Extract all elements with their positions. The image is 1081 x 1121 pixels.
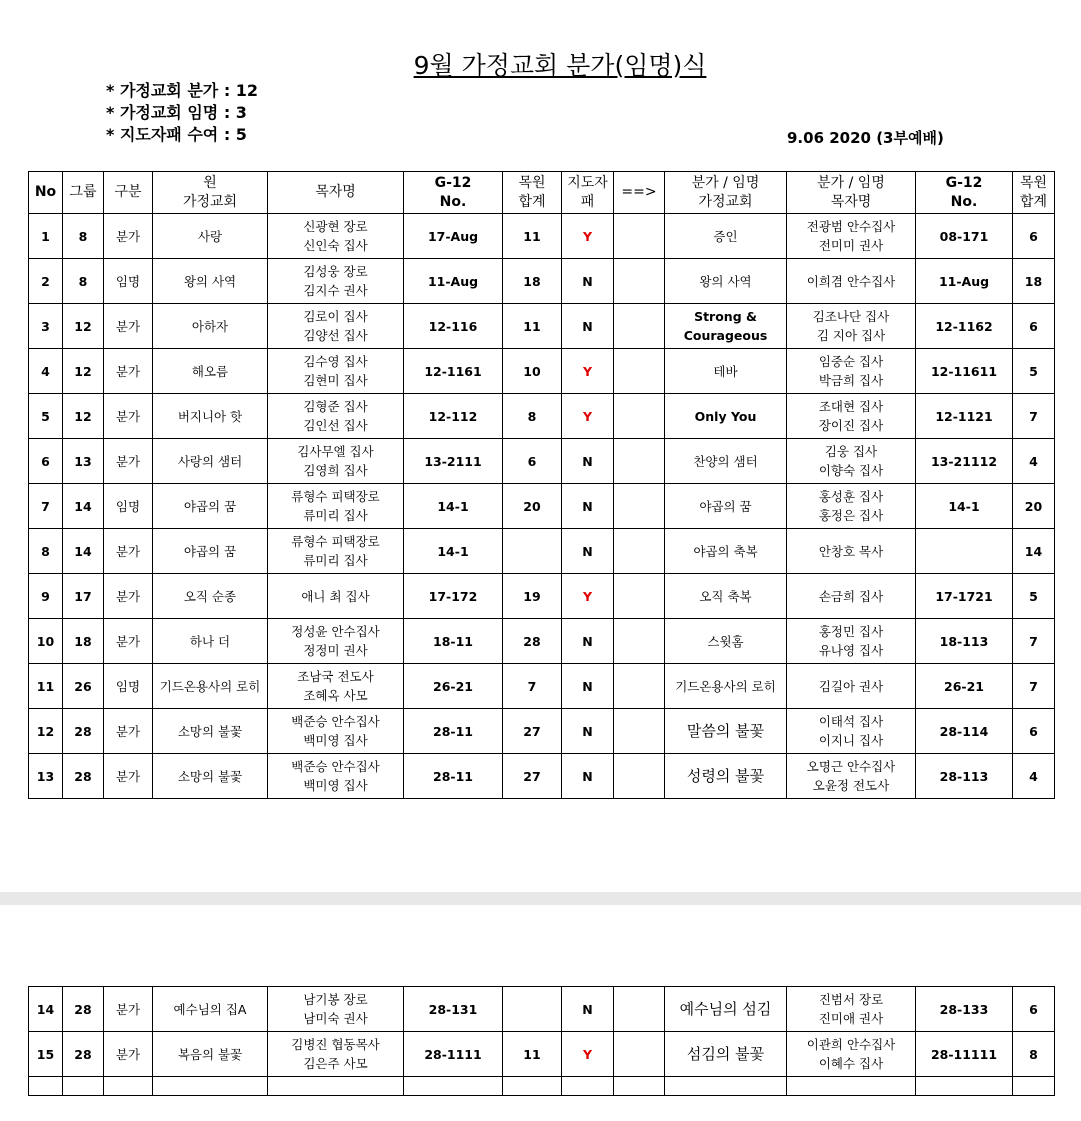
cell-type: 임명: [104, 484, 153, 529]
cell-members: 8: [503, 394, 562, 439]
cell-new-pastor: 김길아 권사: [787, 664, 916, 709]
cell-type: 분가: [104, 1032, 153, 1077]
empty-cell: [787, 1077, 916, 1096]
table-row: [29, 1032, 1055, 1077]
empty-cell: [916, 1077, 1013, 1096]
cell-g12: 17-172: [404, 574, 503, 619]
cell-pastor: 김로이 집사 김양선 집사: [268, 304, 404, 349]
cell-new-g12: 12-11611: [916, 349, 1013, 394]
cell-type: 분가: [104, 754, 153, 799]
cell-arrow: [614, 394, 665, 439]
cell-members: [503, 529, 562, 574]
cell-no: 15: [29, 1032, 63, 1077]
cell-no: 9: [29, 574, 63, 619]
cell-new-pastor: 조대현 집사 장이진 집사: [787, 394, 916, 439]
cell-members: 20: [503, 484, 562, 529]
cell-new-members: 6: [1013, 709, 1055, 754]
empty-cell: [404, 1077, 503, 1096]
cell-pastor: 김수영 집사 김현미 집사: [268, 349, 404, 394]
cell-type: 임명: [104, 664, 153, 709]
cell-new-members: 6: [1013, 304, 1055, 349]
cell-members: 10: [503, 349, 562, 394]
cell-plaque: N: [562, 484, 614, 529]
page-title: 9월 가정교회 분가(임명)식: [413, 51, 707, 80]
cell-group: 12: [63, 394, 104, 439]
header-no: No: [29, 172, 63, 214]
cell-new-pastor: 손금희 집사: [787, 574, 916, 619]
cell-new-pastor: 진범서 장로 진미애 권사: [787, 987, 916, 1032]
cell-pastor: 백준승 안수집사 백미영 집사: [268, 754, 404, 799]
cell-new-g12: 12-1121: [916, 394, 1013, 439]
cell-church: 버지니아 핫: [153, 394, 268, 439]
page-break-divider: [0, 892, 1081, 905]
cell-group: 28: [63, 709, 104, 754]
table-row: [29, 214, 1055, 259]
cell-church: 왕의 사역: [153, 259, 268, 304]
empty-cell: [1013, 1077, 1055, 1096]
empty-cell: [29, 1077, 63, 1096]
table-row: [29, 349, 1055, 394]
cell-type: 분가: [104, 709, 153, 754]
header-new-members: 목원 합계: [1013, 172, 1055, 214]
cell-new-church: 테바: [665, 349, 787, 394]
cell-pastor: 김병진 협동목사 김은주 사모: [268, 1032, 404, 1077]
cell-plaque: Y: [562, 349, 614, 394]
cell-group: 12: [63, 349, 104, 394]
header-orig-church: 원 가정교회: [153, 172, 268, 214]
table-row: [29, 484, 1055, 529]
empty-cell: [562, 1077, 614, 1096]
table-row: [29, 394, 1055, 439]
cell-new-church: 기드온용사의 로히: [665, 664, 787, 709]
cell-new-members: 7: [1013, 619, 1055, 664]
cell-g12: 28-131: [404, 987, 503, 1032]
cell-church: 예수님의 집A: [153, 987, 268, 1032]
cell-pastor: 류형수 피택장로 류미리 집사: [268, 484, 404, 529]
cell-new-pastor: 안창호 목사: [787, 529, 916, 574]
cell-g12: 14-1: [404, 529, 503, 574]
cell-new-g12: 26-21: [916, 664, 1013, 709]
cell-type: 분가: [104, 394, 153, 439]
cell-members: 7: [503, 664, 562, 709]
empty-cell: [63, 1077, 104, 1096]
cell-arrow: [614, 259, 665, 304]
cell-church: 소망의 불꽃: [153, 709, 268, 754]
empty-cell: [665, 1077, 787, 1096]
table-row: [29, 529, 1055, 574]
cell-g12: 14-1: [404, 484, 503, 529]
table-row: [29, 439, 1055, 484]
cell-plaque: Y: [562, 394, 614, 439]
cell-new-pastor: 전광범 안수집사 전미미 권사: [787, 214, 916, 259]
cell-pastor: 김성웅 장로 김지수 권사: [268, 259, 404, 304]
cell-new-g12: 18-113: [916, 619, 1013, 664]
cell-g12: 17-Aug: [404, 214, 503, 259]
empty-cell: [614, 1077, 665, 1096]
cell-church: 사랑: [153, 214, 268, 259]
cell-new-members: 7: [1013, 664, 1055, 709]
cell-g12: 18-11: [404, 619, 503, 664]
header-new-church: 분가 / 임명 가정교회: [665, 172, 787, 214]
cell-group: 8: [63, 214, 104, 259]
cell-church: 사랑의 샘터: [153, 439, 268, 484]
cell-arrow: [614, 304, 665, 349]
table-row: [29, 304, 1055, 349]
empty-cell: [153, 1077, 268, 1096]
cell-members: 27: [503, 754, 562, 799]
cell-new-church: Strong & Courageous: [665, 304, 787, 349]
cell-type: 분가: [104, 987, 153, 1032]
cell-new-g12: 08-171: [916, 214, 1013, 259]
summary-line: * 지도자패 수여 : 5: [106, 125, 247, 144]
cell-church: 야곱의 꿈: [153, 484, 268, 529]
cell-arrow: [614, 439, 665, 484]
cell-members: 27: [503, 709, 562, 754]
cell-arrow: [614, 987, 665, 1032]
table-row: [29, 754, 1055, 799]
cell-new-members: 6: [1013, 214, 1055, 259]
cell-new-pastor: 홍성훈 집사 홍정은 집사: [787, 484, 916, 529]
cell-church: 해오름: [153, 349, 268, 394]
cell-new-g12: 28-114: [916, 709, 1013, 754]
cell-no: 12: [29, 709, 63, 754]
cell-new-g12: 11-Aug: [916, 259, 1013, 304]
cell-type: 분가: [104, 574, 153, 619]
cell-group: 8: [63, 259, 104, 304]
cell-plaque: N: [562, 259, 614, 304]
cell-no: 14: [29, 987, 63, 1032]
cell-members: 19: [503, 574, 562, 619]
cell-arrow: [614, 529, 665, 574]
cell-new-g12: 28-11111: [916, 1032, 1013, 1077]
cell-new-g12: 28-113: [916, 754, 1013, 799]
cell-new-church: 오직 축복: [665, 574, 787, 619]
cell-church: 아하자: [153, 304, 268, 349]
cell-plaque: N: [562, 987, 614, 1032]
cell-new-pastor: 임중순 집사 박금희 집사: [787, 349, 916, 394]
cell-church: 복음의 불꽃: [153, 1032, 268, 1077]
empty-row: [29, 1077, 1055, 1096]
cell-new-g12: 12-1162: [916, 304, 1013, 349]
table-row: [29, 574, 1055, 619]
cell-group: 17: [63, 574, 104, 619]
header-new-pastor: 분가 / 임명 목자명: [787, 172, 916, 214]
cell-new-g12: [916, 529, 1013, 574]
cell-plaque: Y: [562, 1032, 614, 1077]
cell-new-church: 성령의 불꽃: [665, 754, 787, 799]
cell-no: 2: [29, 259, 63, 304]
cell-pastor: 정성윤 안수집사 정정미 권사: [268, 619, 404, 664]
cell-plaque: N: [562, 754, 614, 799]
cell-group: 28: [63, 754, 104, 799]
cell-new-church: 스윗홈: [665, 619, 787, 664]
cell-new-church: 왕의 사역: [665, 259, 787, 304]
cell-pastor: 애니 최 집사: [268, 574, 404, 619]
cell-group: 26: [63, 664, 104, 709]
cell-church: 기드온용사의 로히: [153, 664, 268, 709]
cell-church: 하나 더: [153, 619, 268, 664]
cell-arrow: [614, 214, 665, 259]
header-row: [29, 172, 1055, 214]
cell-members: 11: [503, 1032, 562, 1077]
cell-arrow: [614, 754, 665, 799]
cell-members: 18: [503, 259, 562, 304]
cell-g12: 28-11: [404, 709, 503, 754]
header-pastor: 목자명: [268, 172, 404, 214]
header-type: 구분: [104, 172, 153, 214]
cell-arrow: [614, 484, 665, 529]
appointment-table: [28, 171, 1055, 799]
cell-new-members: 5: [1013, 349, 1055, 394]
table-row: [29, 664, 1055, 709]
cell-new-members: 4: [1013, 754, 1055, 799]
cell-new-members: 8: [1013, 1032, 1055, 1077]
cell-no: 4: [29, 349, 63, 394]
cell-group: 12: [63, 304, 104, 349]
cell-members: 6: [503, 439, 562, 484]
header-arrow: ==>: [614, 172, 665, 214]
cell-group: 14: [63, 484, 104, 529]
cell-pastor: 김사무엘 집사 김영희 집사: [268, 439, 404, 484]
cell-arrow: [614, 349, 665, 394]
cell-new-church: 말씀의 불꽃: [665, 709, 787, 754]
cell-g12: 13-2111: [404, 439, 503, 484]
header-members: 목원 합계: [503, 172, 562, 214]
cell-no: 8: [29, 529, 63, 574]
cell-pastor: 류형수 피택장로 류미리 집사: [268, 529, 404, 574]
cell-pastor: 남기봉 장로 남미숙 권사: [268, 987, 404, 1032]
header-group: 그룹: [63, 172, 104, 214]
cell-type: 분가: [104, 214, 153, 259]
cell-no: 10: [29, 619, 63, 664]
cell-g12: 26-21: [404, 664, 503, 709]
table-row: [29, 709, 1055, 754]
cell-group: 18: [63, 619, 104, 664]
header-g12: G-12 No.: [404, 172, 503, 214]
cell-members: 11: [503, 304, 562, 349]
cell-new-members: 20: [1013, 484, 1055, 529]
summary-line: * 가정교회 임명 : 3: [106, 103, 247, 122]
cell-plaque: N: [562, 664, 614, 709]
table-row: [29, 259, 1055, 304]
cell-no: 13: [29, 754, 63, 799]
cell-new-church: 예수님의 섬김: [665, 987, 787, 1032]
empty-cell: [104, 1077, 153, 1096]
cell-new-church: Only You: [665, 394, 787, 439]
cell-g12: 28-1111: [404, 1032, 503, 1077]
cell-no: 6: [29, 439, 63, 484]
summary-block: [106, 80, 258, 146]
cell-pastor: 조남국 전도사 조혜옥 사모: [268, 664, 404, 709]
cell-type: 임명: [104, 259, 153, 304]
cell-new-pastor: 오명근 안수집사 오윤정 전도사: [787, 754, 916, 799]
cell-no: 11: [29, 664, 63, 709]
cell-g12: 12-112: [404, 394, 503, 439]
cell-new-g12: 17-1721: [916, 574, 1013, 619]
cell-plaque: N: [562, 439, 614, 484]
cell-group: 13: [63, 439, 104, 484]
cell-members: 28: [503, 619, 562, 664]
cell-type: 분가: [104, 439, 153, 484]
cell-no: 7: [29, 484, 63, 529]
service-date: 9.06 2020 (3부예배): [787, 129, 944, 147]
cell-new-church: 증인: [665, 214, 787, 259]
cell-new-g12: 13-21112: [916, 439, 1013, 484]
cell-new-members: 14: [1013, 529, 1055, 574]
cell-new-pastor: 이희겸 안수집사: [787, 259, 916, 304]
cell-new-members: 5: [1013, 574, 1055, 619]
cell-plaque: Y: [562, 214, 614, 259]
cell-new-pastor: 김웅 집사 이향숙 집사: [787, 439, 916, 484]
cell-type: 분가: [104, 304, 153, 349]
cell-type: 분가: [104, 619, 153, 664]
cell-church: 오직 순종: [153, 574, 268, 619]
cell-g12: 12-1161: [404, 349, 503, 394]
cell-pastor: 백준승 안수집사 백미영 집사: [268, 709, 404, 754]
cell-new-g12: 14-1: [916, 484, 1013, 529]
table-row: [29, 619, 1055, 664]
cell-group: 28: [63, 987, 104, 1032]
cell-new-pastor: 홍정민 집사 유나영 집사: [787, 619, 916, 664]
cell-members: [503, 987, 562, 1032]
cell-plaque: Y: [562, 574, 614, 619]
cell-group: 14: [63, 529, 104, 574]
cell-members: 11: [503, 214, 562, 259]
cell-group: 28: [63, 1032, 104, 1077]
cell-g12: 28-11: [404, 754, 503, 799]
cell-arrow: [614, 619, 665, 664]
cell-new-church: 야곱의 축복: [665, 529, 787, 574]
empty-cell: [503, 1077, 562, 1096]
appointment-table-continued: [28, 986, 1055, 1096]
cell-arrow: [614, 709, 665, 754]
cell-new-members: 18: [1013, 259, 1055, 304]
cell-new-members: 6: [1013, 987, 1055, 1032]
cell-g12: 11-Aug: [404, 259, 503, 304]
cell-plaque: N: [562, 529, 614, 574]
cell-plaque: N: [562, 304, 614, 349]
cell-pastor: 신광현 장로 신인숙 집사: [268, 214, 404, 259]
cell-type: 분가: [104, 529, 153, 574]
cell-arrow: [614, 574, 665, 619]
table-row: [29, 987, 1055, 1032]
cell-no: 5: [29, 394, 63, 439]
header-new-g12: G-12 No.: [916, 172, 1013, 214]
cell-new-church: 섬김의 불꽃: [665, 1032, 787, 1077]
cell-new-pastor: 이관희 안수집사 이혜수 집사: [787, 1032, 916, 1077]
header-plaque: 지도자 패: [562, 172, 614, 214]
cell-pastor: 김형준 집사 김인선 집사: [268, 394, 404, 439]
empty-cell: [268, 1077, 404, 1096]
cell-new-church: 찬양의 샘터: [665, 439, 787, 484]
cell-plaque: N: [562, 709, 614, 754]
summary-line: * 가정교회 분가 : 12: [106, 81, 259, 100]
cell-no: 1: [29, 214, 63, 259]
cell-g12: 12-116: [404, 304, 503, 349]
cell-new-members: 7: [1013, 394, 1055, 439]
cell-church: 소망의 불꽃: [153, 754, 268, 799]
cell-new-pastor: 김조나단 집사 김 지아 집사: [787, 304, 916, 349]
cell-type: 분가: [104, 349, 153, 394]
cell-new-members: 4: [1013, 439, 1055, 484]
cell-arrow: [614, 664, 665, 709]
cell-no: 3: [29, 304, 63, 349]
cell-plaque: N: [562, 619, 614, 664]
cell-church: 야곱의 꿈: [153, 529, 268, 574]
cell-new-church: 야곱의 꿈: [665, 484, 787, 529]
cell-arrow: [614, 1032, 665, 1077]
cell-new-g12: 28-133: [916, 987, 1013, 1032]
cell-new-pastor: 이태석 집사 이지니 집사: [787, 709, 916, 754]
